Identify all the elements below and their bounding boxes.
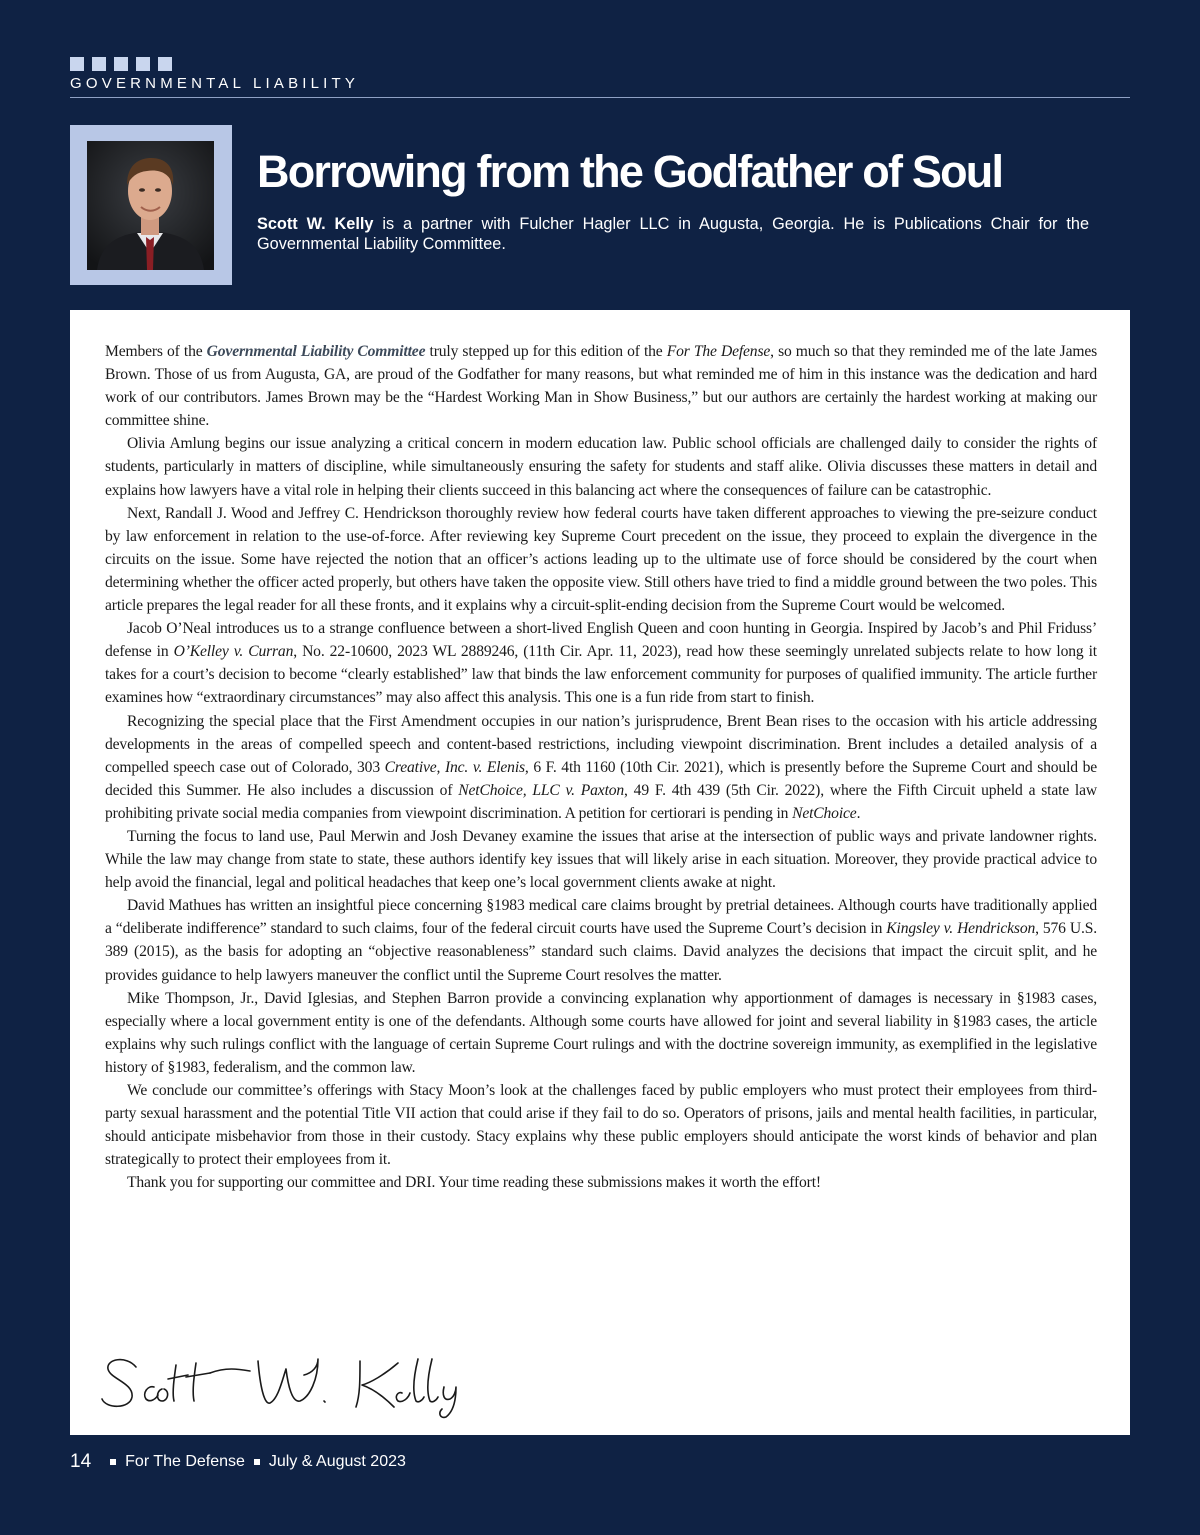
case-citation: NetChoice, LLC v. Paxton [458,781,625,799]
body-paragraph [105,340,1097,432]
issue-date: July & August 2023 [268,1453,406,1470]
body-paragraph: Next, Randall J. Wood and Jeffrey C. Hendrickson thoroughly review how federal courts have taken different approaches to viewing the pre-seizure conduct by law enforcement in relation to the use-of-force. After reviewing key Supreme Court precedent on the issue, they proceed to explain the divergence in the circuits on the issue. Some have rejected the notion that an officer’s actions leading up to the ultimate use of force should be considered by the court when determining whether the officer acted properly, but others have taken the opposite view. Still others have tried to find a middle ground between the two poles. This article prepares the legal reader for all these fronts, and it explains why a circuit-split-ending decision from the Supreme Court would be welcomed. [105,504,1097,615]
section-label: GOVERNMENTAL LIABILITY [70,75,360,92]
publication-name: For The Defense [125,1453,245,1470]
author-photo-frame [70,125,232,285]
page-footer [70,1451,406,1473]
text-run: truly stepped up for this edition of the [425,343,667,360]
text-run: , 49 F. 4th 439 (5th Cir. 2022), where the Fifth Circuit upheld a state law prohibiting private social media companies from viewpoint discrimination. A petition for certiorari is pending in [105,781,1097,822]
text-run: David Mathues has written an insightful piece concerning §1983 medical care claims brought by pretrial detainees. Although courts have traditionally applied a “deliberate indifference” standard to such claims, four of the federal circuit courts have used the Supreme Court’s decision in [105,897,1097,938]
article-body-panel [70,310,1130,1435]
case-citation: NetChoice [792,804,857,822]
author-name: Scott W. Kelly [257,215,374,233]
square-decoration [114,57,128,71]
section-squares [70,57,172,71]
body-paragraph: Mike Thompson, Jr., David Iglesias, and Stephen Barron provide a convincing explanation why apportionment of damages is necessary in §1983 cases, especially where a local government entity is one of the defendants. Although some courts have allowed for joint and several liability in §1983 cases, the article explains why such rulings conflict with the language of certain Supreme Court rulings and with the doctrine sovereign immunity, as exemplified in the legislative history of §1983, federalism, and the common law. [105,989,1097,1076]
text-run: , so much so that they reminded me of the late James Brown. Those of us from Augusta, GA, are proud of the Godfather for many reasons, but what reminded me of him in this instance was the dedication and hard work of our contributors. James Brown may be the “Hardest Working Man in Show Business,” but our authors are certainly the hardest working at making our committee shine. [105,343,1098,430]
page-number: 14 [70,1451,92,1472]
article-title: Borrowing from the Godfather of Soul [257,146,1003,197]
case-citation: Creative, Inc. v. Elenis [384,758,525,776]
text-run: . [856,804,861,822]
square-decoration [70,57,84,71]
body-paragraph [105,617,1097,709]
square-decoration [136,57,150,71]
body-paragraph [105,710,1097,825]
author-bio [257,214,1089,254]
text-run: , No. 22-10600, 2023 WL 2889246, (11th Cir. Apr. 11, 2023), read how these seemingly unrelated subjects relate to how long it takes for a court’s decision to become “clearly established” law that binds the law enforcement community for purposes of qualified immunity. The article further examines how “extraordinary circumstances” may also affect this analysis. This one is a fun ride from start to finish. [105,643,1097,707]
author-signature [98,1345,478,1420]
bullet-separator [110,1459,116,1465]
journal-name: For The Defense [666,343,771,360]
text-run: Members of the [105,343,207,360]
signature-text: Scott W. Kelly [98,1345,105,1346]
article-body [105,340,1097,1194]
text-run: , 6 F. 4th 1160 (10th Cir. 2021), which is presently before the Supreme Court and should be decided this Summer. He also includes a discussion of [105,758,1097,799]
bullet-separator [254,1459,260,1465]
header-divider [70,97,1130,98]
body-paragraph [105,894,1097,986]
body-paragraph: Thank you for supporting our committee and DRI. Your time reading these submissions makes it worth the effort! [127,1174,821,1192]
body-paragraph: We conclude our committee’s offerings with Stacy Moon’s look at the challenges faced by public employers who must protect their employees from third-party sexual harassment and the potential Title VII action that could arise if they fail to do so. Operators of prisons, jails and mental health facilities, in particular, should anticipate misbehavior from those in their custody. Stacy explains why these public employers should anticipate the worst kinds of behavior and plan strategically to protect their employees from it. [105,1082,1097,1169]
text-run: Jacob O’Neal introduces us to a strange confluence between a short-lived English Queen and coon hunting in Georgia. Inspired by Jacob’s and Phil Friduss’ defense in [105,620,1097,661]
body-paragraph: Turning the focus to land use, Paul Merwin and Josh Devaney examine the issues that arise at the intersection of public ways and private landowner rights. While the law may change from state to state, these authors identify key issues that will likely arise in each situation. Moreover, they provide practical advice to help avoid the financial, legal and political headaches that keep one’s local government clients awake at night. [105,827,1097,892]
square-decoration [92,57,106,71]
author-bio-text: is a partner with Fulcher Hagler LLC in Augusta, Georgia. He is Publications Chair for the Governmental Liability Committee. [257,215,1090,253]
author-photo [87,141,214,270]
text-run: Recognizing the special place that the First Amendment occupies in our nation’s jurisprudence, Brent Bean rises to the occasion with his article addressing developments in the areas of compelled speech and content-based restrictions, including viewpoint discrimination. Brent includes a detailed analysis of a compelled speech case out of Colorado, 303 [105,712,1097,776]
committee-name: Governmental Liability Committee [206,343,426,360]
case-citation: O’Kelley v. Curran [173,643,294,661]
case-citation: Kingsley v. Hendrickson [886,920,1036,938]
square-decoration [158,57,172,71]
body-paragraph: Olivia Amlung begins our issue analyzing a critical concern in modern education law. Public school officials are challenged daily to consider the rights of students, particularly in matters of discipline, while simultaneously ensuring the safety for students and staff alike. Olivia discusses these matters in detail and explains how lawyers have a vital role in helping their clients succeed in this balancing act where the consequences of failure can be catastrophic. [105,435,1097,499]
text-run: , 576 U.S. 389 (2015), as the basis for adopting an “objective reasonableness” standard such claims. David analyzes the decisions that impact the circuit split, and he provides guidance to help lawyers maneuver the conflict until the Supreme Court resolves the matter. [105,920,1097,984]
